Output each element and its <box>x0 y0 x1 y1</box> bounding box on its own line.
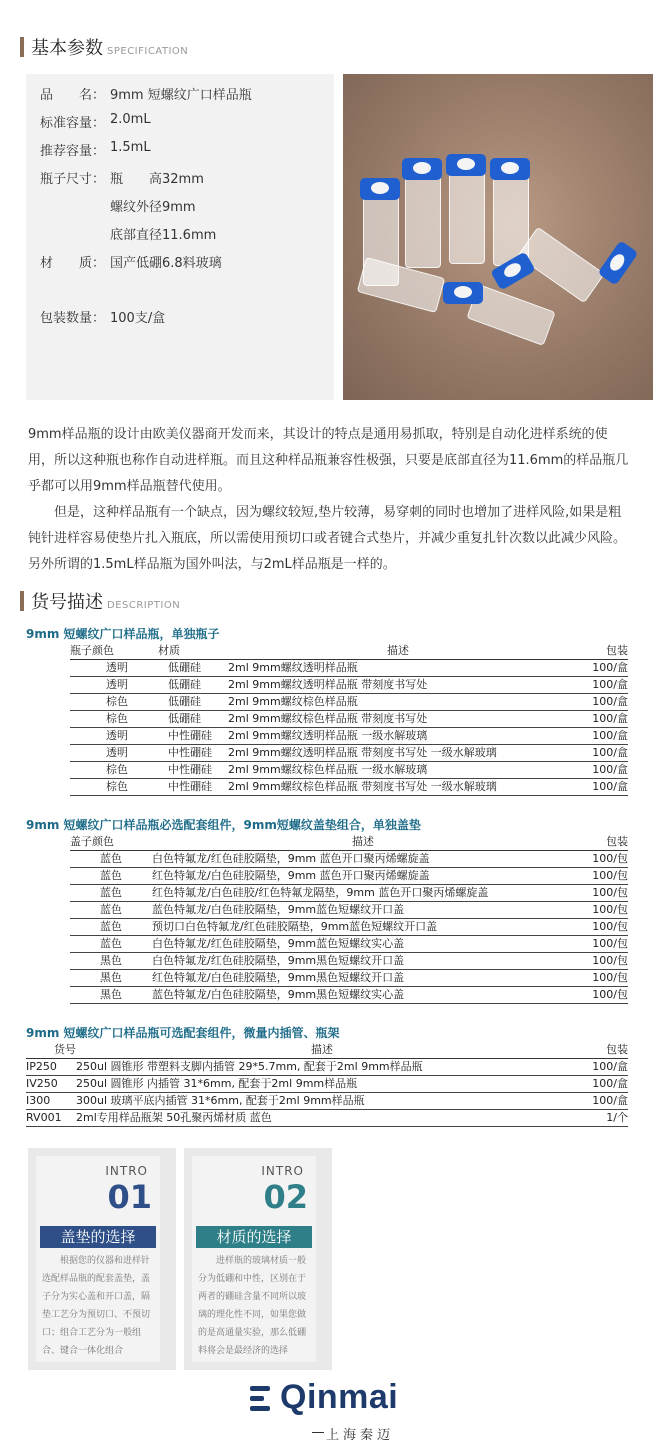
cell: 100/盒 <box>592 763 628 776</box>
intro-card-02 <box>192 1156 316 1362</box>
cell: 2ml 9mm螺纹棕色样品瓶 <box>228 695 358 708</box>
table-row <box>70 762 628 779</box>
spec-heading <box>20 34 188 60</box>
header-cell: 包装 <box>606 644 628 657</box>
cell: 100/包 <box>592 903 628 916</box>
description <box>28 422 632 578</box>
intro-label: INTRO <box>105 1164 148 1178</box>
cell: 蓝色 <box>100 920 122 933</box>
cell: IP250 <box>26 1060 57 1073</box>
heading-bar <box>20 37 24 57</box>
cell: 蓝色特氟龙/白色硅胶隔垫，9mm黑色短螺纹实心盖 <box>152 988 405 1001</box>
table-row <box>70 711 628 728</box>
spec-value: 9mm 短螺纹广口样品瓶 <box>110 88 252 103</box>
cell: 100/盒 <box>592 746 628 759</box>
vial-cap <box>446 154 486 176</box>
table-row <box>70 970 628 987</box>
cell: 2ml 9mm螺纹透明样品瓶 <box>228 661 358 674</box>
cell: I300 <box>26 1094 51 1107</box>
product-heading-cn: 货号描述 <box>31 592 103 613</box>
cell: 中性硼硅 <box>168 746 212 759</box>
table-row <box>70 902 628 919</box>
vial-cap <box>402 158 442 180</box>
cell: 100/包 <box>592 886 628 899</box>
cell: 低硼硅 <box>168 678 201 691</box>
product-photo <box>343 74 653 400</box>
spec-key: 品 名： <box>40 88 106 103</box>
cell: 蓝色 <box>100 903 122 916</box>
table-row <box>70 868 628 885</box>
cell: 白色特氟龙/红色硅胶隔垫，9mm黑色短螺纹开口盖 <box>152 954 405 967</box>
cell: 黑色 <box>100 954 122 967</box>
spec-value: 1.5mL <box>110 140 151 155</box>
table-header <box>70 642 628 660</box>
table1-title: 9mm 短螺纹广口样品瓶，单独瓶子 <box>26 627 220 641</box>
cell: 100/盒 <box>592 729 628 742</box>
cell: 棕色 <box>106 712 128 725</box>
vial-cap <box>490 158 530 180</box>
product-heading-en: DESCRIPTION <box>107 600 181 611</box>
description-p1: 9mm样品瓶的设计由欧美仪器商开发而来，其设计的特点是通用易抓取，特别是自动化进样系统的使用，所以这种瓶也称作自动进样瓶。而且这种样品瓶兼容性极强，只要是底部直径为11.6mm的样品瓶几乎都可以用9mm样品瓶替代使用。 <box>28 427 629 494</box>
spec-value: 100支/盒 <box>110 311 166 326</box>
cell: 中性硼硅 <box>168 780 212 793</box>
cell: 蓝色 <box>100 869 122 882</box>
cell: 棕色 <box>106 695 128 708</box>
cell: 中性硼硅 <box>168 763 212 776</box>
cell: 100/包 <box>592 920 628 933</box>
cell: 2ml 9mm螺纹棕色样品瓶 带刻度书写处 <box>228 712 428 725</box>
intro-text: 进样瓶的玻璃材质一般分为低硼和中性，区别在于两者的硼硅含量不同所以玻璃的理化性不同，如果您做的是高通量实验，那么低硼料将会是最经济的选择 <box>198 1256 307 1356</box>
spec-row <box>40 252 222 271</box>
header-cell: 包装 <box>606 835 628 848</box>
description-p2: 但是，这种样品瓶有一个缺点，因为螺纹较短,垫片较薄，易穿刺的同时也增加了进样风险,如果是粗钝针进样容易使垫片扎入瓶底，所以需使用预切口或者键合式垫片，并减少重复扎针次数以此减少风险。 <box>28 505 627 546</box>
spec-value: 2.0mL <box>110 112 151 127</box>
spec-value: 底部直径11.6mm <box>110 228 217 243</box>
spec-row <box>40 112 151 131</box>
spec-value: 国产低硼6.8料玻璃 <box>110 256 222 271</box>
header-cell: 材质 <box>158 644 180 657</box>
spec-heading-en: SPECIFICATION <box>107 46 189 57</box>
intro-text: 根据您的仪器和进样针选配样品瓶的配套盖垫，盖子分为实心盖和开口盖，隔垫工艺分为预切口、不预切口；组合工艺分为一般组合、键合一体化组合 <box>42 1256 151 1356</box>
cell: 白色特氟龙/红色硅胶隔垫，9mm蓝色短螺纹实心盖 <box>152 937 405 950</box>
header-cell: 描述 <box>387 644 409 657</box>
header-cell: 盖子颜色 <box>70 835 114 848</box>
table-row <box>70 660 628 677</box>
header-cell: 瓶子颜色 <box>70 644 114 657</box>
cell: 100/盒 <box>592 695 628 708</box>
table-row <box>26 1076 628 1093</box>
spec-row <box>40 224 216 243</box>
spec-value: 螺纹外径9mm <box>110 200 196 215</box>
cell: 100/盒 <box>592 1094 628 1107</box>
logo-dash <box>312 1432 324 1433</box>
description-paragraph <box>28 552 632 578</box>
vial-shape <box>405 174 441 268</box>
table-row <box>70 745 628 762</box>
cell: 100/盒 <box>592 661 628 674</box>
spec-row <box>40 84 252 103</box>
cell: 100/包 <box>592 937 628 950</box>
intro-label: INTRO <box>261 1164 304 1178</box>
header-cell: 包装 <box>606 1043 628 1056</box>
cell: 2ml 9mm螺纹透明样品瓶 一级水解玻璃 <box>228 729 428 742</box>
intro-title: 盖垫的选择 <box>40 1226 156 1248</box>
cell: 黑色 <box>100 971 122 984</box>
spec-panel <box>26 74 334 400</box>
vial-shape <box>449 170 485 264</box>
cell: 100/包 <box>592 869 628 882</box>
header-cell: 描述 <box>311 1043 333 1056</box>
spec-key: 瓶子尺寸： <box>40 172 106 187</box>
table-row <box>70 779 628 796</box>
spec-row <box>40 196 196 215</box>
cell: 棕色 <box>106 763 128 776</box>
product-heading <box>20 588 180 614</box>
description-paragraph <box>28 422 632 500</box>
spec-key: 包装数量： <box>40 311 106 326</box>
table-row <box>26 1059 628 1076</box>
description-paragraph <box>28 500 632 552</box>
cell: 白色特氟龙/红色硅胶隔垫，9mm 蓝色开口聚丙烯螺旋盖 <box>152 852 430 865</box>
table2-title: 9mm 短螺纹广口样品瓶必选配套组件，9mm短螺纹盖垫组合，单独盖垫 <box>26 818 421 832</box>
table-row <box>26 1110 628 1127</box>
cell: 2ml 9mm螺纹透明样品瓶 带刻度书写处 <box>228 678 428 691</box>
cell: 透明 <box>106 678 128 691</box>
cell: 100/盒 <box>592 1060 628 1073</box>
table-row <box>70 851 628 868</box>
heading-bar <box>20 591 24 611</box>
table-row <box>70 677 628 694</box>
cell: 蓝色特氟龙/白色硅胶隔垫，9mm蓝色短螺纹开口盖 <box>152 903 405 916</box>
spec-heading-cn: 基本参数 <box>31 38 103 59</box>
cell: 棕色 <box>106 780 128 793</box>
table-row <box>70 728 628 745</box>
table-row <box>70 694 628 711</box>
vial-cap <box>360 178 400 200</box>
spec-row <box>40 307 165 326</box>
cell: 1/个 <box>606 1111 628 1124</box>
cell: 低硼硅 <box>168 712 201 725</box>
cell: 100/盒 <box>592 678 628 691</box>
header-cell: 描述 <box>352 835 374 848</box>
cell: 蓝色 <box>100 852 122 865</box>
table-header <box>70 833 628 851</box>
spec-key: 推荐容量： <box>40 144 106 159</box>
spec-value: 瓶 高32mm <box>110 172 204 187</box>
header-cell: 货号 <box>54 1043 76 1056</box>
table-row <box>70 885 628 902</box>
cell: 透明 <box>106 746 128 759</box>
cell: 低硼硅 <box>168 661 201 674</box>
logo-mark-icon <box>250 1386 278 1414</box>
table3-title: 9mm 短螺纹广口样品瓶可选配套组件，微量内插管、瓶架 <box>26 1026 340 1040</box>
spec-key <box>40 224 110 243</box>
intro-title: 材质的选择 <box>196 1226 312 1248</box>
cell: 红色特氟龙/白色硅胶/红色特氟龙隔垫，9mm 蓝色开口聚丙烯螺旋盖 <box>152 886 489 899</box>
table-row <box>70 919 628 936</box>
cell: 100/包 <box>592 954 628 967</box>
table-row <box>26 1093 628 1110</box>
cell: 100/盒 <box>592 712 628 725</box>
cell: RV001 <box>26 1111 62 1124</box>
cell: 100/包 <box>592 971 628 984</box>
intro-card-01 <box>36 1156 160 1362</box>
table-row <box>70 936 628 953</box>
spec-key: 材 质： <box>40 256 106 271</box>
cell: 100/包 <box>592 852 628 865</box>
intro-number: 01 <box>107 1178 152 1216</box>
logo-sub: 上海秦迈 <box>326 1428 395 1443</box>
qinmai-logo <box>250 1378 425 1448</box>
spec-key: 标准容量： <box>40 116 106 131</box>
cell: 2ml专用样品瓶架 50孔聚丙烯材质 蓝色 <box>76 1111 272 1124</box>
table1 <box>70 642 628 796</box>
table-row <box>70 987 628 1004</box>
table-header <box>26 1041 628 1059</box>
cell: 250ul 圆锥形 带塑料支脚内插管 29*5.7mm, 配套于2ml 9mm样品瓶 <box>76 1060 423 1073</box>
cell: 透明 <box>106 661 128 674</box>
table3 <box>26 1041 628 1127</box>
vial-cap <box>598 240 639 285</box>
cell: 100/包 <box>592 988 628 1001</box>
intro-number: 02 <box>263 1178 308 1216</box>
spec-row <box>40 168 204 187</box>
cell: 蓝色 <box>100 886 122 899</box>
cell: 100/盒 <box>592 780 628 793</box>
cell: 中性硼硅 <box>168 729 212 742</box>
cell: 红色特氟龙/白色硅胶隔垫，9mm 蓝色开口聚丙烯螺旋盖 <box>152 869 430 882</box>
cell: 低硼硅 <box>168 695 201 708</box>
cell: 黑色 <box>100 988 122 1001</box>
cell: 100/盒 <box>592 1077 628 1090</box>
cell: 预切口白色特氟龙/红色硅胶隔垫，9mm蓝色短螺纹开口盖 <box>152 920 438 933</box>
cell: 透明 <box>106 729 128 742</box>
table-row <box>70 953 628 970</box>
cell: IV250 <box>26 1077 58 1090</box>
cell: 红色特氟龙/白色硅胶隔垫，9mm黑色短螺纹开口盖 <box>152 971 405 984</box>
spec-key <box>40 196 110 215</box>
cell: 2ml 9mm螺纹棕色样品瓶 带刻度书写处 一级水解玻璃 <box>228 780 497 793</box>
cell: 2ml 9mm螺纹棕色样品瓶 一级水解玻璃 <box>228 763 428 776</box>
description-p3: 另外所谓的1.5mL样品瓶为国外叫法，与2mL样品瓶是一样的。 <box>28 557 396 572</box>
cell: 300ul 玻璃平底内插管 31*6mm, 配套于2ml 9mm样品瓶 <box>76 1094 365 1107</box>
cell: 蓝色 <box>100 937 122 950</box>
logo-word: Qinmai <box>280 1378 399 1416</box>
spec-row <box>40 140 151 159</box>
vial-cap <box>443 282 483 304</box>
cell: 250ul 圆锥形 内插管 31*6mm, 配套于2ml 9mm样品瓶 <box>76 1077 358 1090</box>
table2 <box>70 833 628 1004</box>
cell: 2ml 9mm螺纹透明样品瓶 带刻度书写处 一级水解玻璃 <box>228 746 497 759</box>
